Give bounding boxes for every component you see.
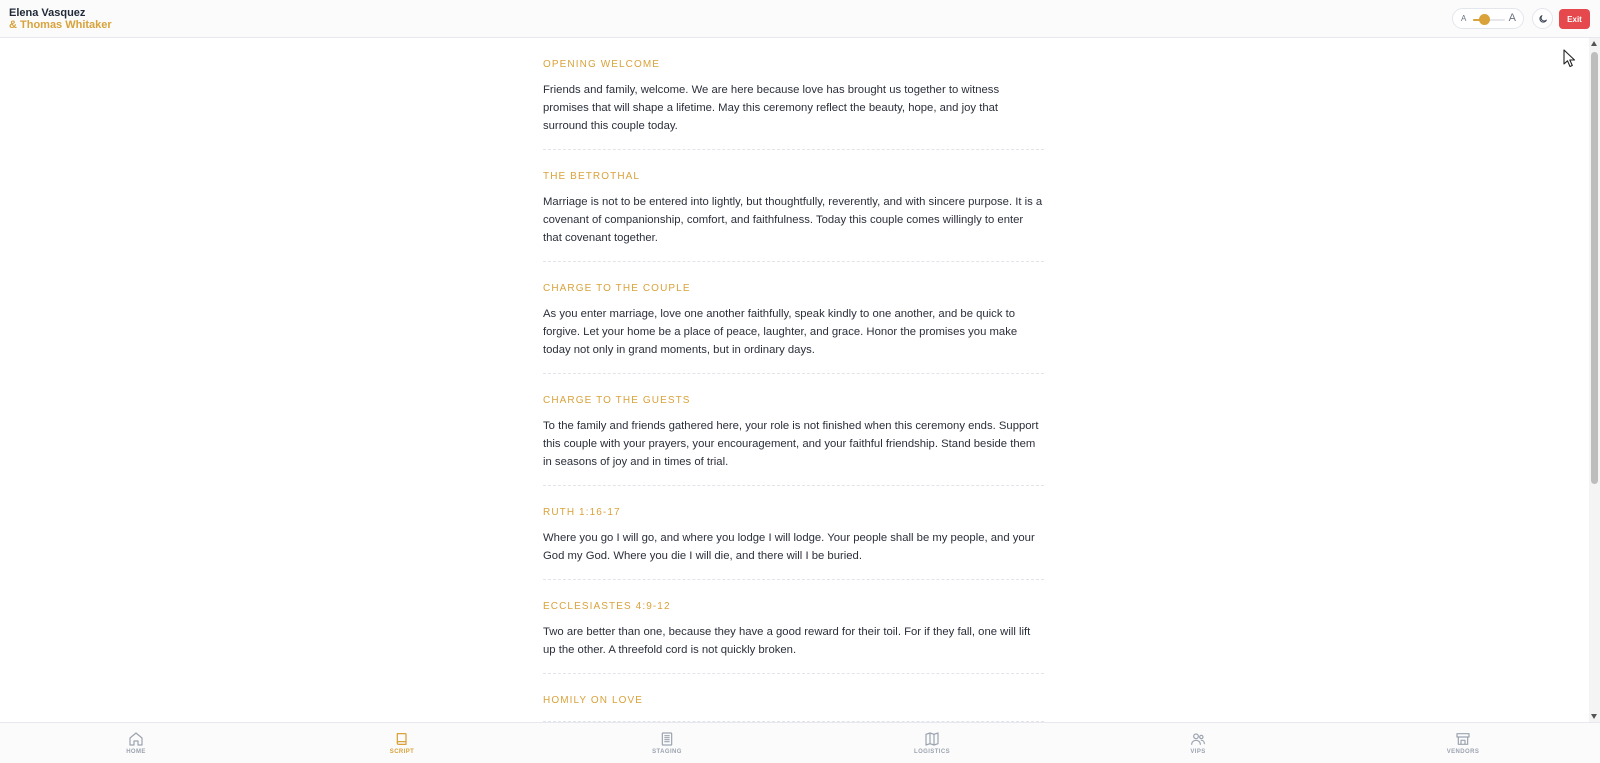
users-icon: [1190, 731, 1206, 747]
ceremony-script: [543, 38, 1044, 722]
nav-logistics[interactable]: [892, 731, 972, 755]
section-title: ECCLESIASTES 4:9-12: [543, 601, 671, 612]
exit-button[interactable]: Exit: [1559, 9, 1590, 29]
script-section: [543, 486, 1044, 580]
section-title: CHARGE TO THE GUESTS: [543, 395, 691, 406]
nav-vips[interactable]: [1158, 731, 1238, 755]
section-body: Marriage is not to be entered into lightly, but thoughtfully, reverently, and with sincere purpose. It is a covenant of companionship, comfort, and faithfulness. Today this couple comes willingly to enter that covenant together.: [543, 196, 1043, 244]
section-body: Two are better than one, because they have a good reward for their toil. For if they fall, one will lift up the other. A threefold cord is not quickly broken.: [543, 626, 1031, 656]
store-icon: [1455, 731, 1471, 747]
script-section: [543, 150, 1044, 262]
scroll-down-arrow-icon[interactable]: [1591, 714, 1597, 719]
nav-vips-label: VIPS: [1190, 749, 1206, 755]
section-title: HOMILY ON LOVE: [543, 695, 644, 706]
section-title: OPENING WELCOME: [543, 59, 661, 70]
nav-home-label: HOME: [126, 749, 146, 755]
nav-script-label: SCRIPT: [389, 749, 415, 755]
map-icon: [924, 731, 940, 747]
scroll-up-arrow-icon[interactable]: [1591, 41, 1597, 46]
font-size-small-label: A: [1461, 14, 1467, 23]
section-title: RUTH 1:16-17: [543, 507, 621, 518]
scrollbar-thumb[interactable]: [1591, 52, 1598, 484]
nav-staging[interactable]: [627, 731, 707, 755]
couple-names: [9, 7, 112, 31]
moon-icon: [1538, 14, 1548, 24]
home-icon: [128, 731, 144, 747]
partner-one-name: Elena Vasquez: [9, 7, 86, 19]
nav-staging-label: STAGING: [652, 749, 682, 755]
top-header: [0, 0, 1600, 38]
section-body: To the family and friends gathered here, your role is not finished when this ceremony ends. Support this couple with your prayers, your encouragement, and your faithful friendship. Stand beside them in seasons of joy and in times of trial.: [543, 420, 1039, 468]
font-size-slider[interactable]: [1452, 8, 1524, 29]
section-title: THE BETROTHAL: [543, 171, 641, 182]
script-section: [543, 38, 1044, 150]
section-body: Where you go I will go, and where you lodge I will lodge. Your people shall be my people, and your God my God. Where you die I will die, and there will I be buried.: [543, 532, 1035, 562]
nav-script[interactable]: [362, 731, 442, 755]
nav-logistics-label: LOGISTICS: [914, 749, 950, 755]
script-section: [543, 674, 1044, 722]
mouse-pointer-icon: [1563, 49, 1577, 69]
script-section: [543, 262, 1044, 374]
nav-home[interactable]: [96, 731, 176, 755]
section-title: CHARGE TO THE COUPLE: [543, 283, 691, 294]
script-section: [543, 374, 1044, 486]
book-icon: [394, 731, 410, 747]
nav-vendors[interactable]: [1423, 731, 1503, 755]
bottom-navigation: [0, 722, 1600, 763]
script-section: [543, 580, 1044, 674]
theme-toggle-button[interactable]: [1532, 8, 1553, 29]
section-body: Friends and family, welcome. We are here because love has brought us together to witness promises that will shape a lifetime. May this ceremony reflect the beauty, hope, and joy that surround this couple today.: [543, 84, 1000, 132]
partner-two-name: & Thomas Whitaker: [9, 19, 112, 31]
staging-icon: [659, 731, 675, 747]
nav-vendors-label: VENDORS: [1446, 749, 1480, 755]
font-size-thumb[interactable]: [1479, 14, 1490, 25]
section-body: As you enter marriage, love one another faithfully, speak kindly to one another, and be quick to forgive. Let your home be a place of peace, laughter, and grace. Honor the promises you make today not only in grand moments, but in ordinary days.: [543, 308, 1018, 356]
scrollbar[interactable]: [1589, 38, 1600, 722]
font-size-large-label: A: [1508, 12, 1516, 24]
